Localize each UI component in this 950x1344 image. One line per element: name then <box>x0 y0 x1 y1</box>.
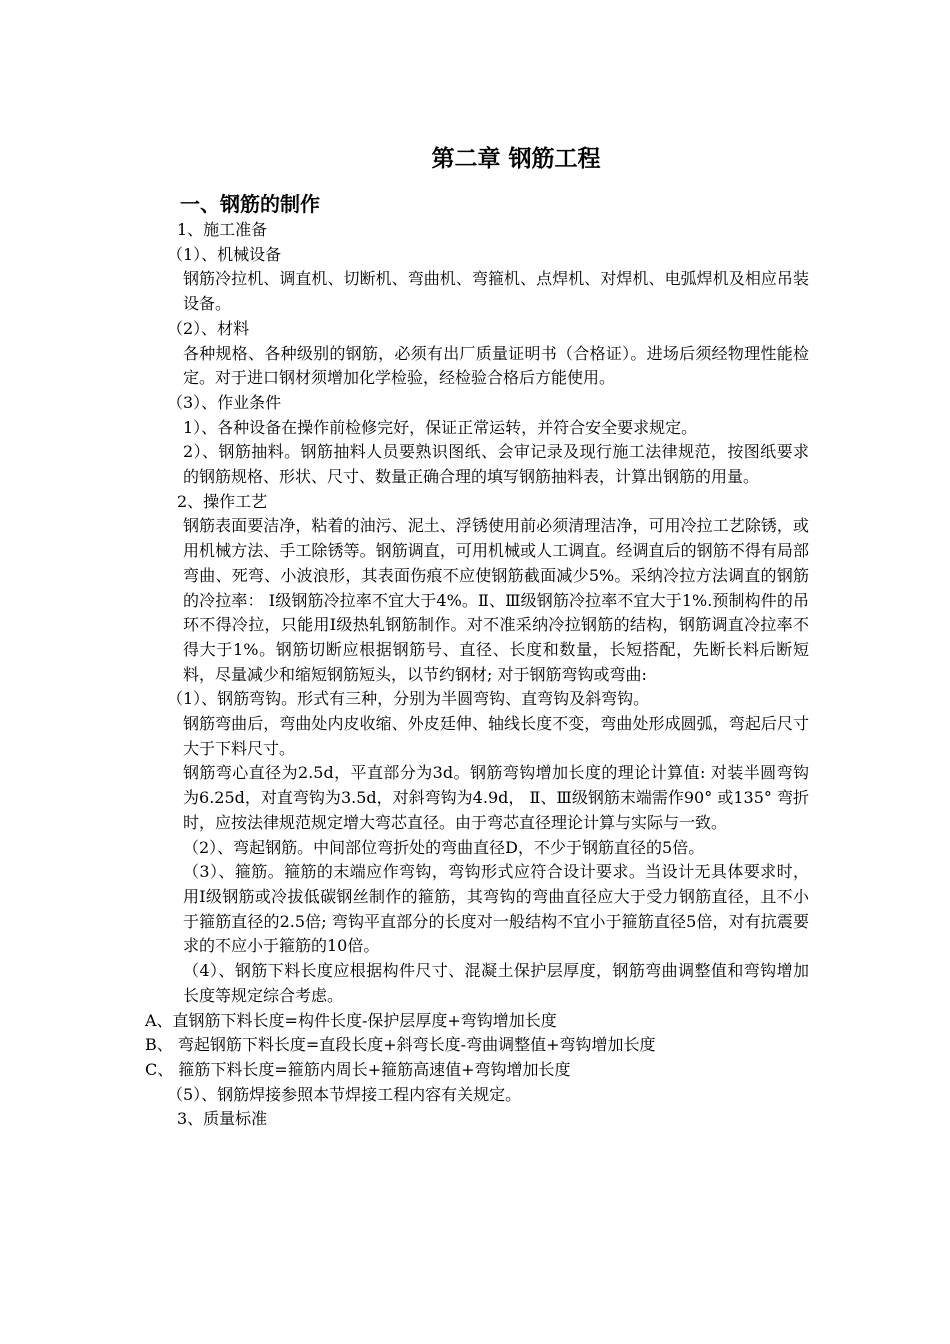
paragraph: （4）、钢筋下料长度应根据构件尺寸、混凝土保护层厚度，钢筋弯曲调整值和弯钩增加长度等规定综合考虑。 <box>183 961 809 1005</box>
body-text <box>145 218 809 1132</box>
paragraph: A、直钢筋下料长度=构件长度-保护层厚度+弯钩增加长度 <box>145 1010 557 1030</box>
paragraph: （2）、弯起钢筋。中间部位弯折处的弯曲直径D，不少于钢筋直径的5倍。 <box>183 837 705 857</box>
section-heading: 一、钢筋的制作 <box>180 192 320 216</box>
paragraph: 钢筋弯曲后，弯曲处内皮收缩、外皮廷伸、轴线长度不变，弯曲处形成圆弧，弯起后尺寸大于下料尺寸。 <box>183 714 809 758</box>
chapter-title: 第二章 钢筋工程 <box>431 145 601 172</box>
paragraph: 2）、钢筋抽料。钢筋抽料人员要熟识图纸、会审记录及现行施工法律规范，按图纸要求的钢筋规格、形状、尺寸、数量正确合理的填写钢筋抽料表，计算出钢筋的用量。 <box>183 442 809 487</box>
paragraph: （1）、钢筋弯钩。形式有三种，分别为半圆弯钩、直弯钩及斜弯钩。 <box>167 689 650 709</box>
paragraph: （3）、箍筋。箍筋的末端应作弯钩，弯钩形式应符合设计要求。当设计无具体要求时，用Ⅰ级钢筋或冷拔低碳钢丝制作的箍筋，其弯钩的弯曲直径应大于受力钢筋直径，且不小于箍筋直径的2.5倍; 弯钩平直部分的长度对一般结构不宜小于箍筋直径5倍，对有抗震要求的不应小于箍筋的10倍。 <box>183 862 809 956</box>
paragraph: （5）、钢筋焊接参照本节焊接工程内容有关规定。 <box>167 1084 522 1104</box>
paragraph: 钢筋冷拉机、调直机、切断机、弯曲机、弯箍机、点焊机、对焊机、电弧焊机及相应吊装设备。 <box>183 269 809 314</box>
paragraph: 3、质量标准 <box>177 1109 268 1129</box>
paragraph: （3）、作业条件 <box>167 392 282 412</box>
paragraph: 2、操作工艺 <box>177 491 268 511</box>
paragraph: B、 弯起钢筋下料长度=直段长度+斜弯长度-弯曲调整值+弯钩增加长度 <box>145 1035 656 1055</box>
paragraph: 1、施工准备 <box>177 220 268 239</box>
paragraph: 1）、各种设备在操作前检修完好，保证正常运转，并符合安全要求规定。 <box>183 417 698 437</box>
paragraph: 钢筋表面要洁净，粘着的油污、泥土、浮锈使用前必须清理洁净，可用冷拉工艺除锈，或用机械方法、手工除锈等。钢筋调直，可用机械或人工调直。经调直后的钢筋不得有局部弯曲、死弯、小波浪形，其表面伤痕不应使钢筋截面减少5%。采纳冷拉方法调直的钢筋的冷拉率： Ⅰ级钢筋冷拉率不宜大于4%。Ⅱ、Ⅲ级钢筋冷拉率不宜大于1%.预制构件的吊环不得冷拉，只能用Ⅰ级热轧钢筋制作。对不准采纳冷拉钢筋的结构，钢筋调直冷拉率不得大于1%。钢筋切断应根据钢筋号、直径、长度和数量，长短搭配，先断长料后断短料，尽量减少和缩短钢筋短头，以节约钢材; 对于钢筋弯钩或弯曲: <box>183 516 809 684</box>
paragraph: （2）、材料 <box>167 318 250 338</box>
paragraph: C、 箍筋下料长度=箍筋内周长+箍筋高速值+弯钩增加长度 <box>145 1059 571 1079</box>
paragraph: （1）、机械设备 <box>167 244 282 264</box>
paragraph: 钢筋弯心直径为2.5d，平直部分为3d。钢筋弯钩增加长度的理论计算值: 对装半圆弯钩为6.25d，对直弯钩为3.5d，对斜弯钩为4.9d， Ⅱ、Ⅲ级钢筋末端需作90° 或135° 弯折时，应按法律规范规定增大弯芯直径。由于弯芯直径理论计算与实际与一致。 <box>183 763 809 832</box>
paragraph: 各种规格、各种级别的钢筋，必须有出厂质量证明书（合格证）。进场后须经物理性能检定。对于进口钢材须增加化学检验，经检验合格后方能使用。 <box>183 343 809 388</box>
